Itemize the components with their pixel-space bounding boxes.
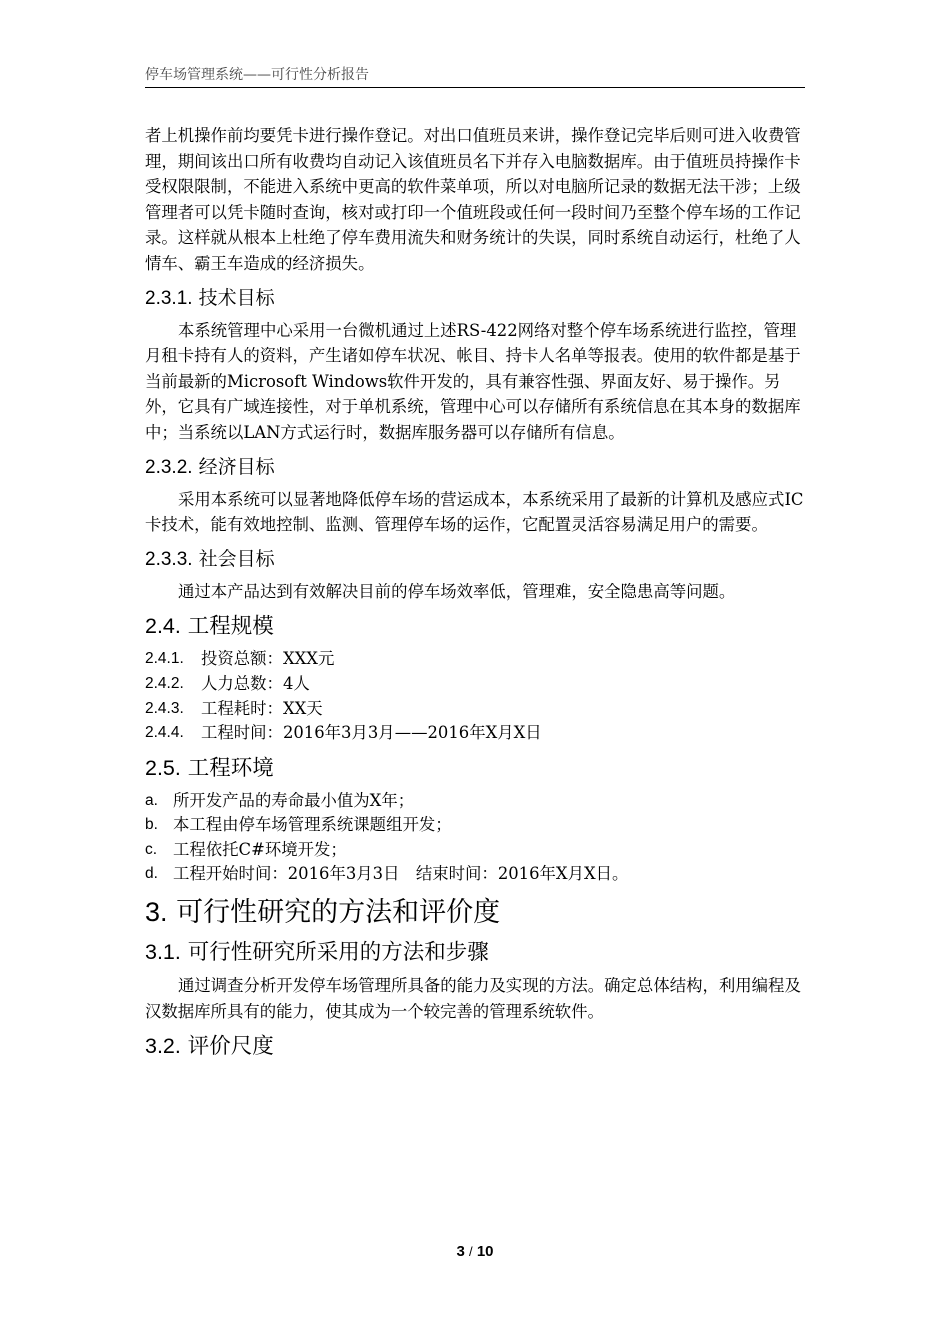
heading-3-1 <box>145 938 805 967</box>
heading-2-3-1 <box>145 285 805 312</box>
heading-number: 2.5. <box>145 755 181 780</box>
heading-2-4 <box>145 612 805 641</box>
list-marker: b. <box>145 816 158 834</box>
heading-number: 2.3.1. <box>145 287 193 309</box>
list-marker: 2.4.4. <box>145 724 184 742</box>
intro-paragraph: 者上机操作前均要凭卡进行操作登记。对出口值班员来讲，操作登记完毕后则可进入收费管理，期间该出口所有收费均自动记入该值班员名下并存入电脑数据库。由于值班员持操作卡受权限限制，不能进入系统中更高的软件菜单项，所以对电脑所记录的数据无法干涉；上级管理者可以凭卡随时查询，核对或打印一个值班段或任何一段时间乃至整个停车场的工作记录。这样就从根本上杜绝了停车费用流失和财务统计的失误，同时系统自动运行，杜绝了人情车、霸王车造成的经济损失。 <box>145 126 801 273</box>
page-content <box>145 123 805 1067</box>
heading-3 <box>145 895 805 930</box>
list-text: 所开发产品的寿命最小值为X年； <box>173 790 415 810</box>
list-item <box>145 647 805 672</box>
paragraph-technical-goal: 本系统管理中心采用一台微机通过上述RS-422网络对整个停车场系统进行监控，管理月租卡持有人的资料，产生诸如停车状况、帐目、持卡人名单等报表。使用的软件都是基于当前最新的Microsoft Windows软件开发的，具有兼容性强、界面友好、易于操作。另外，它具有广域连接性，对于单机系统，管理中心可以存储所有系统信息在其本身的数据库中；当系统以LAN方式运行时，数据库服务器可以存储所有信息。 <box>145 320 801 442</box>
list-item <box>145 813 805 838</box>
heading-2-3-3 <box>145 546 805 573</box>
list-text: 投资总额：XXX元 <box>201 649 335 669</box>
list-text: 本工程由停车场管理系统课题组开发； <box>173 815 452 835</box>
list-marker: d. <box>145 865 158 883</box>
page-separator: / <box>469 1244 473 1259</box>
list-text: 工程开始时间：2016年3月3日 结束时间：2016年X月X日。 <box>173 864 629 884</box>
paragraph-social-goal: 通过本产品达到有效解决目前的停车场效率低，管理难，安全隐患高等问题。 <box>178 581 736 601</box>
heading-number: 3.1. <box>145 940 181 965</box>
heading-title: 评价尺度 <box>187 1034 274 1060</box>
heading-title: 经济目标 <box>198 455 275 478</box>
list-marker: 2.4.1. <box>145 650 184 668</box>
heading-title: 工程规模 <box>187 614 274 640</box>
heading-title: 技术目标 <box>198 286 275 309</box>
page-number <box>0 1243 950 1260</box>
list-text: 人力总数：4人 <box>201 673 310 693</box>
list-item <box>145 838 805 863</box>
list-item <box>145 721 805 746</box>
heading-number: 3. <box>145 897 168 928</box>
heading-number: 2.4. <box>145 614 181 639</box>
heading-number: 3.2. <box>145 1034 181 1059</box>
heading-2-3-2 <box>145 454 805 481</box>
project-scale-list <box>145 647 805 745</box>
project-environment-list <box>145 789 805 887</box>
heading-title: 可行性研究的方法和评价度 <box>176 897 501 929</box>
heading-title: 社会目标 <box>198 547 275 570</box>
list-marker: c. <box>145 840 158 858</box>
list-item <box>145 789 805 814</box>
heading-3-2 <box>145 1032 805 1061</box>
list-text: 工程时间：2016年3月3月——2016年X月X日 <box>201 723 542 743</box>
current-page: 3 <box>456 1243 465 1260</box>
list-marker: 2.4.2. <box>145 674 184 692</box>
heading-number: 2.3.3. <box>145 548 193 570</box>
list-text: 工程耗时：XX天 <box>201 698 323 718</box>
paragraph-economic-goal: 采用本系统可以显著地降低停车场的营运成本，本系统采用了最新的计算机及感应式IC卡技术，能有效地控制、监测、管理停车场的运作，它配置灵活容易满足用户的需要。 <box>145 489 804 535</box>
total-pages: 10 <box>476 1243 494 1260</box>
heading-number: 2.3.2. <box>145 456 193 478</box>
running-header: 停车场管理系统——可行性分析报告 <box>145 66 805 88</box>
heading-title: 可行性研究所采用的方法和步骤 <box>187 940 489 966</box>
list-marker: 2.4.3. <box>145 699 184 717</box>
list-item <box>145 672 805 697</box>
list-marker: a. <box>145 791 158 809</box>
heading-2-5 <box>145 754 805 783</box>
list-item <box>145 862 805 887</box>
list-item <box>145 697 805 722</box>
list-text: 工程依托C#环境开发； <box>173 839 347 859</box>
paragraph-methods: 通过调查分析开发停车场管理所具备的能力及实现的方法。确定总体结构，利用编程及汉数据库所具有的能力，使其成为一个较完善的管理系统软件。 <box>145 976 801 1021</box>
heading-title: 工程环境 <box>187 755 274 781</box>
